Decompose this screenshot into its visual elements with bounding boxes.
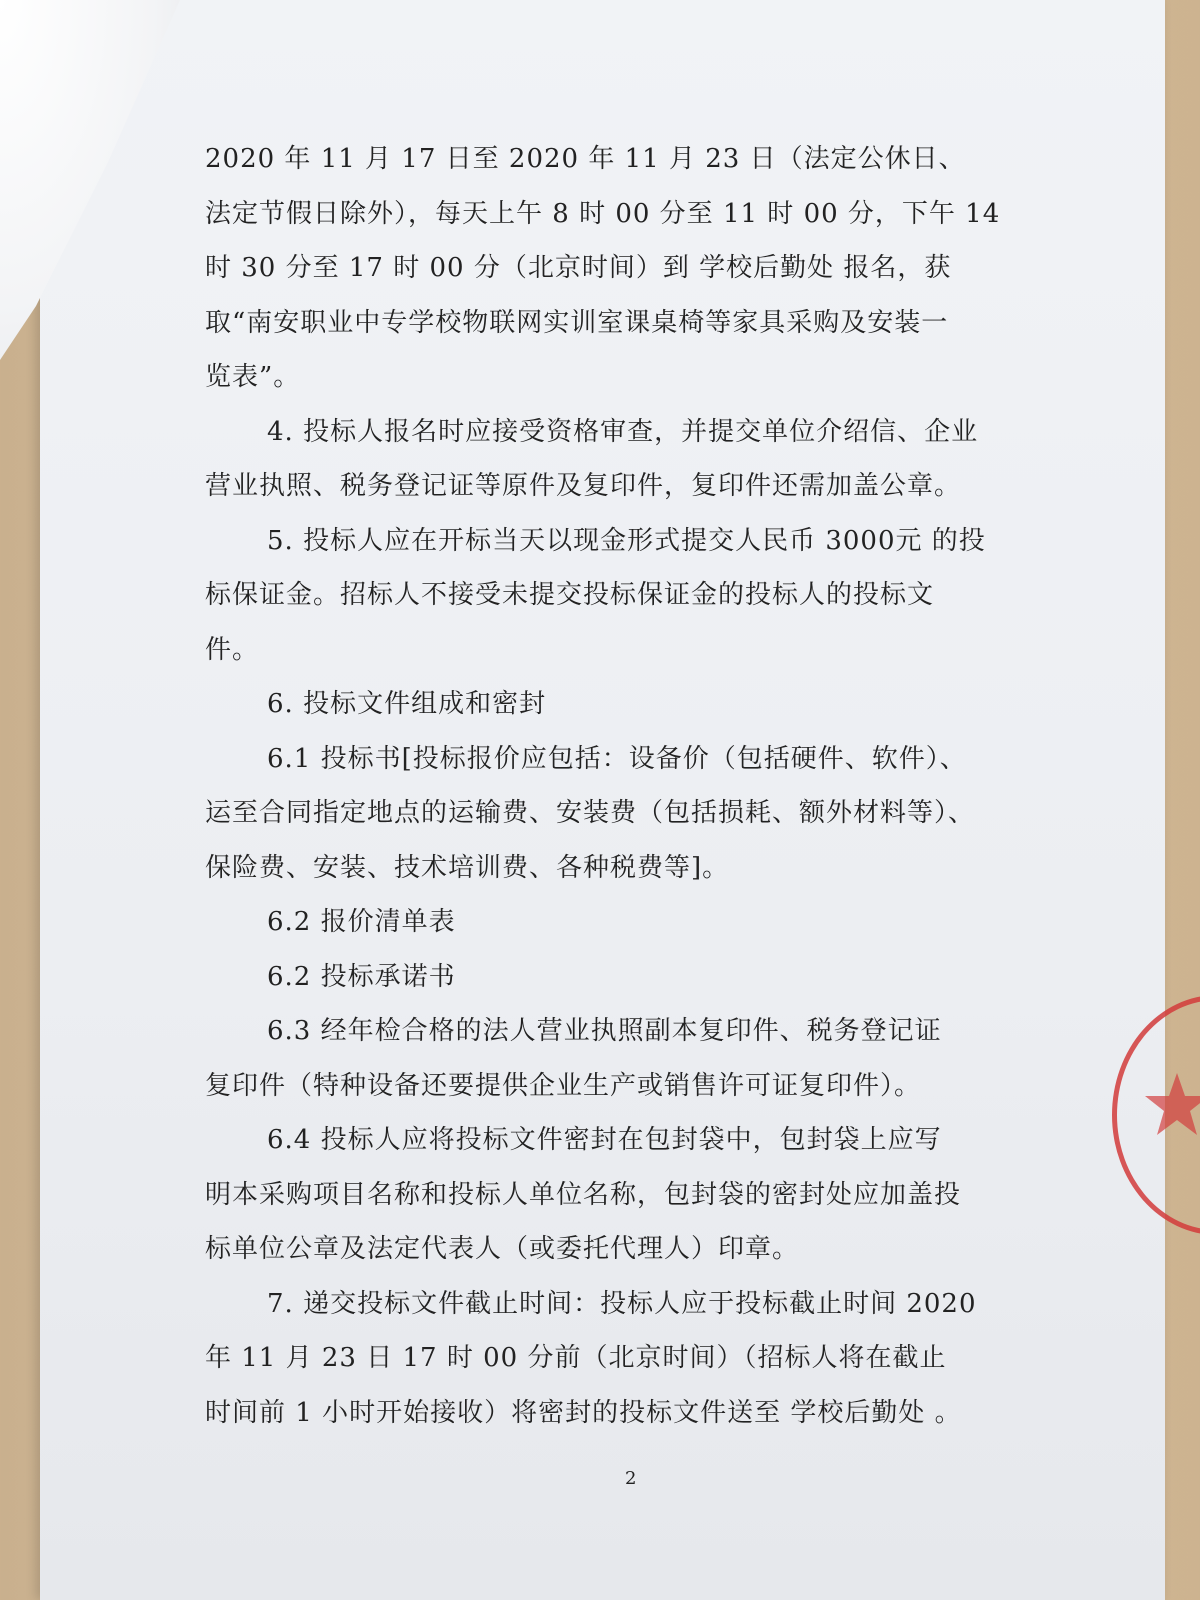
text-line: 时间前 1 小时开始接收）将密封的投标文件送至 学校后勤处 。 [205,1397,962,1428]
text-line: 法定节假日除外），每天上午 8 时 00 分至 11 时 00 分，下午 14 [205,198,1001,229]
text-line: 6.2 投标承诺书 [267,961,456,992]
text-line: 保险费、安装、技术培训费、各种税费等]。 [205,852,730,883]
text-line: 取“南安职业中专学校物联网实训室课桌椅等家具采购及安装一 [205,307,949,338]
star-icon [1142,1070,1200,1140]
text-line: 运至合同指定地点的运输费、安装费（包括损耗、额外材料等）、 [205,798,976,828]
text-line: 件。 [205,634,260,665]
section-heading: 6. 投标文件组成和密封 [267,689,547,719]
text-line: 标保证金。招标人不接受未提交投标保证金的投标人的投标文 [205,580,935,610]
text-line: 时 30 分至 17 时 00 分（北京时间）到 学校后勤处 报名，获 [205,253,952,283]
text-line: 6.3 经年检合格的法人营业执照副本复印件、税务登记证 [267,1016,942,1046]
text-line: 2020 年 11 月 17 日至 2020 年 11 月 23 日（法定公休日、 [205,144,966,174]
text-line: 营业执照、税务登记证等原件及复印件，复印件还需加盖公章。 [205,471,962,501]
text-line: 年 11 月 23 日 17 时 00 分前（北京时间）（招标人将在截止 [205,1343,947,1373]
text-line: 览表”。 [205,362,301,392]
text-line: 复印件（特种设备还要提供企业生产或销售许可证复印件）。 [205,1070,922,1101]
text-line: 明本采购项目名称和投标人单位名称，包封袋的密封处应加盖投 [205,1179,962,1210]
text-line: 6.1 投标书[投标报价应包括：设备价（包括硬件、软件）、 [267,743,967,774]
text-line: 4. 投标人报名时应接受资格审查，并提交单位介绍信、企业 [267,416,979,447]
text-line: 标单位公章及法定代表人（或委托代理人）印章。 [205,1234,800,1264]
document-body [205,132,1065,1440]
text-line: 7. 递交投标文件截止时间：投标人应于投标截止时间 2020 [267,1288,977,1319]
text-line: 6.2 报价清单表 [267,907,456,937]
text-line: 5. 投标人应在开标当天以现金形式提交人民币 3000元 的投 [267,525,986,556]
text-line: 6.4 投标人应将投标文件密封在包封袋中，包封袋上应写 [267,1125,942,1155]
page-number: 2 [625,1468,637,1489]
